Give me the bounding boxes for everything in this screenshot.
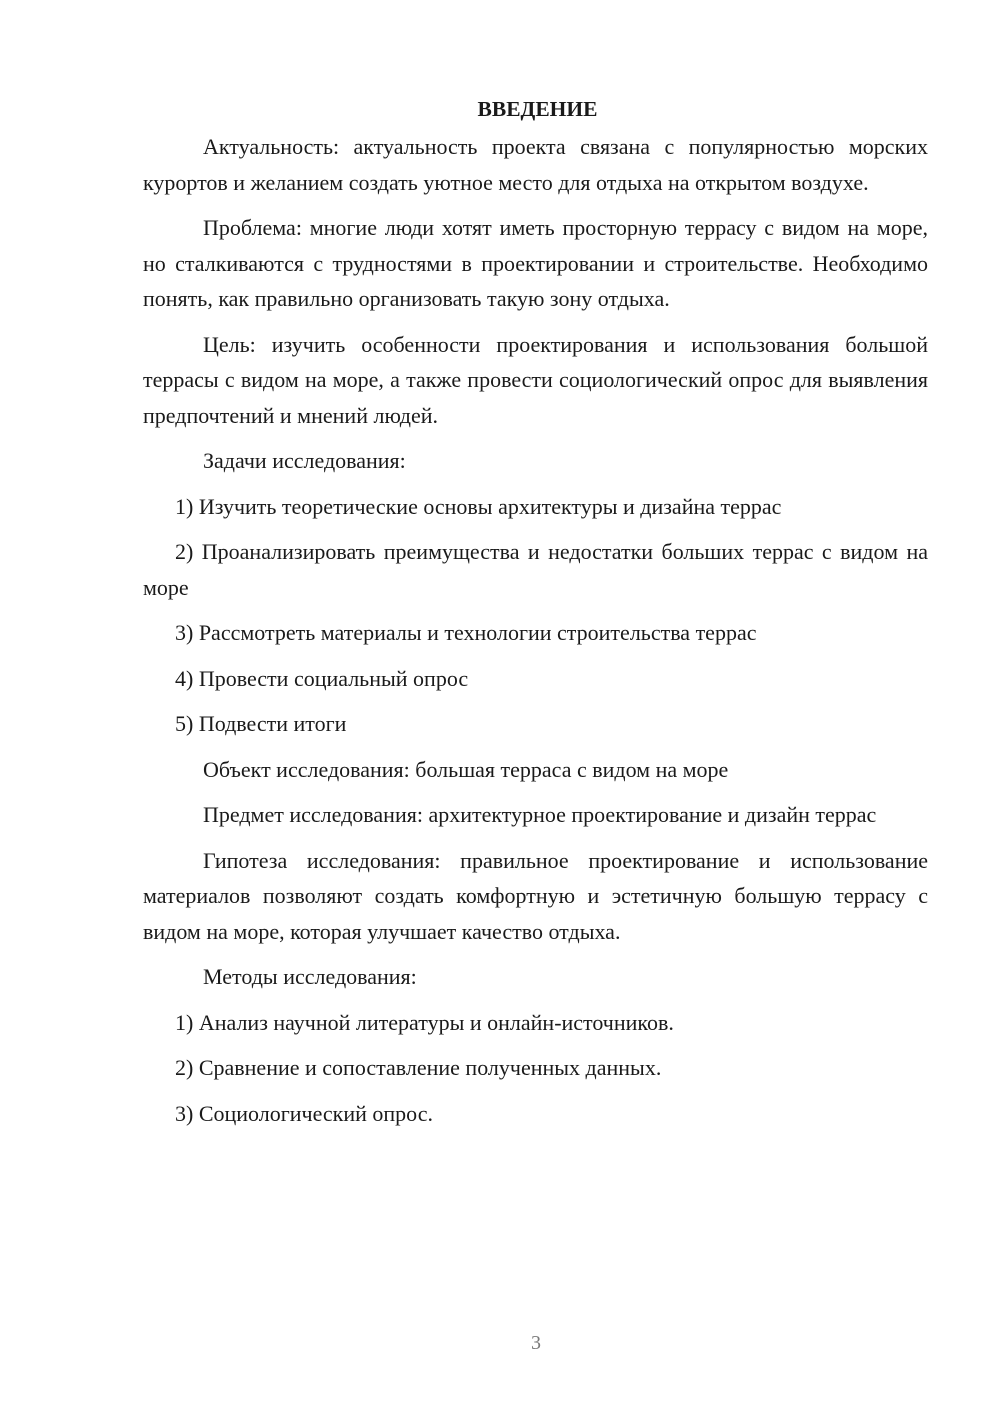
method-item: 1) Анализ научной литературы и онлайн-источников. xyxy=(175,1009,674,1035)
task-item: 3) Рассмотреть материалы и технологии строительства террас xyxy=(175,620,757,645)
page-title: ВВЕДЕНИЕ xyxy=(477,97,598,121)
task-item: 1) Изучить теоретические основы архитектуры и дизайна террас xyxy=(175,493,782,519)
page-number: 3 xyxy=(531,1332,541,1354)
problem-paragraph: Проблема: многие люди хотят иметь просторную террасу с видом на море, но сталкиваются с трудностями в проектировании и строительстве. Необходимо понять, как правильно организовать такую зону отдыха. xyxy=(143,215,928,311)
task-item: 2) Проанализировать преимущества и недостатки больших террас с видом на море xyxy=(143,539,928,600)
hypothesis-paragraph: Гипотеза исследования: правильное проектирование и использование материалов позволяют создать комфортную и эстетичную большую террасу с видом на море, которая улучшает качество отдыха. xyxy=(143,847,928,944)
tasks-heading: Задачи исследования: xyxy=(203,448,406,473)
method-item: 3) Социологический опрос. xyxy=(175,1100,433,1126)
relevance-paragraph: Актуальность: актуальность проекта связана с популярностью морских курортов и желанием создать уютное место для отдыха на открытом воздухе. xyxy=(143,134,928,195)
subject-paragraph: Предмет исследования: архитектурное проектирование и дизайн террас xyxy=(203,802,877,827)
document-body xyxy=(143,92,928,1141)
goal-paragraph: Цель: изучить особенности проектирования и использования большой террасы с видом на море, а также провести социологический опрос для выявления предпочтений и мнений людей. xyxy=(143,331,928,428)
task-item: 4) Провести социальный опрос xyxy=(175,665,469,691)
task-item: 5) Подвести итоги xyxy=(175,711,347,736)
object-paragraph: Объект исследования: большая терраса с видом на море xyxy=(203,756,729,782)
methods-heading: Методы исследования: xyxy=(203,964,417,989)
method-item: 2) Сравнение и сопоставление полученных данных. xyxy=(175,1055,662,1080)
